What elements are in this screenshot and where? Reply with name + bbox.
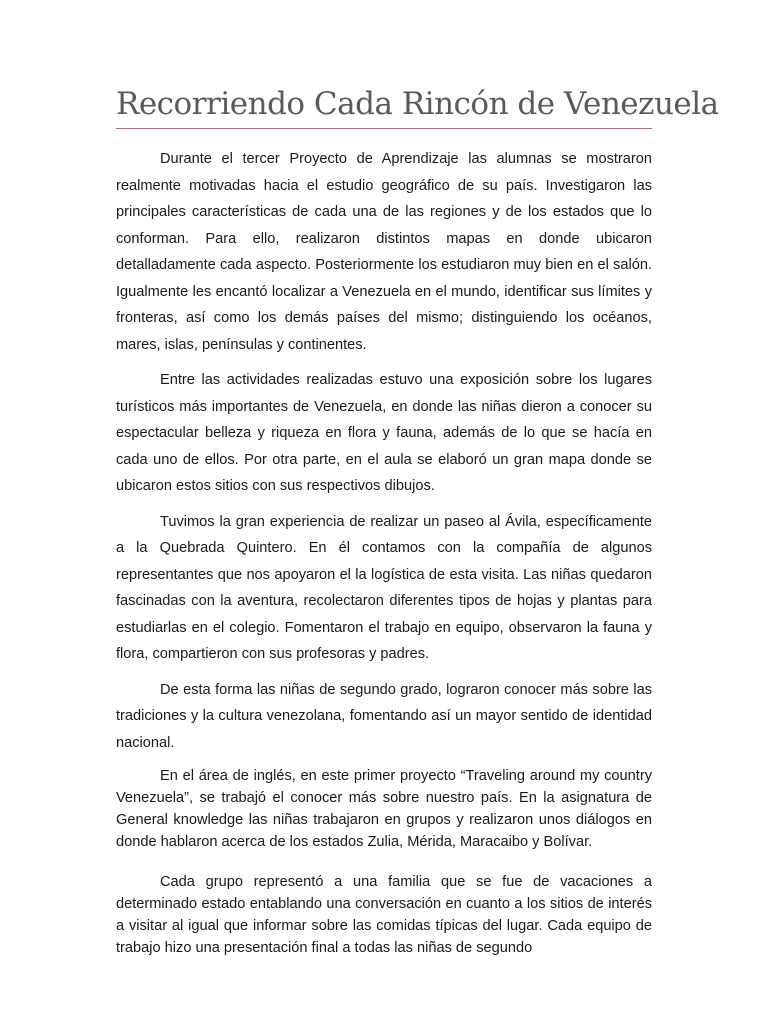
paragraph-5: En el área de inglés, en este primer proyecto “Traveling around my country Venezuela”, se trabajó el conocer más sobre nuestro país. En la asignatura de General knowledge las niñas trabajaron en grupos y realizaron unos diálogos en donde hablaron acerca de los estados Zulia, Mérida, Maracaibo y Bolívar.: [116, 768, 652, 850]
paragraph-4: De esta forma las niñas de segundo grado, lograron conocer más sobre las tradiciones y la cultura venezolana, fomentando así un mayor sentido de identidad nacional.: [116, 681, 652, 751]
paragraph-6: Cada grupo representó a una familia que se fue de vacaciones a determinado estado entablando una conversación en cuanto a los sitios de interés a visitar al igual que informar sobre las comidas típicas del lugar. Cada equipo de trabajo hizo una presentación final a todas las niñas de segundo: [116, 874, 652, 956]
document-body: [116, 146, 652, 959]
page-title: Recorriendo Cada Rincón de Venezuela: [116, 86, 719, 122]
paragraph-1: Durante el tercer Proyecto de Aprendizaje las alumnas se mostraron realmente motivadas hacia el estudio geográfico de su país. Investigaron las principales características de cada una de las regiones y de los estados que lo conforman. Para ello, realizaron distintos mapas en donde ubicaron detalladamente cada aspecto. Posteriormente los estudiaron muy bien en el salón. Igualmente les encantó localizar a Venezuela en el mundo, identificar sus límites y fronteras, así como los demás países del mismo; distinguiendo los océanos, mares, islas, penínsulas y continentes.: [116, 151, 652, 353]
title-underline: [116, 128, 652, 129]
paragraph-3: Tuvimos la gran experiencia de realizar un paseo al Ávila, específicamente a la Quebrada Quintero. En él contamos con la compañía de algunos representantes que nos apoyaron el la logística de esta visita. Las niñas quedaron fascinadas con la aventura, recolectaron diferentes tipos de hojas y plantas para estudiarlas en el colegio. Fomentaron el trabajo en equipo, observaron la fauna y flora, compartieron con sus profesoras y padres.: [116, 513, 652, 662]
paragraph-2: Entre las actividades realizadas estuvo una exposición sobre los lugares turísticos más importantes de Venezuela, en donde las niñas dieron a conocer su espectacular belleza y riqueza en flora y fauna, además de lo que se hacía en cada uno de ellos. Por otra parte, en el aula se elaboró un gran mapa donde se ubicaron estos sitios con sus respectivos dibujos.: [116, 372, 652, 494]
